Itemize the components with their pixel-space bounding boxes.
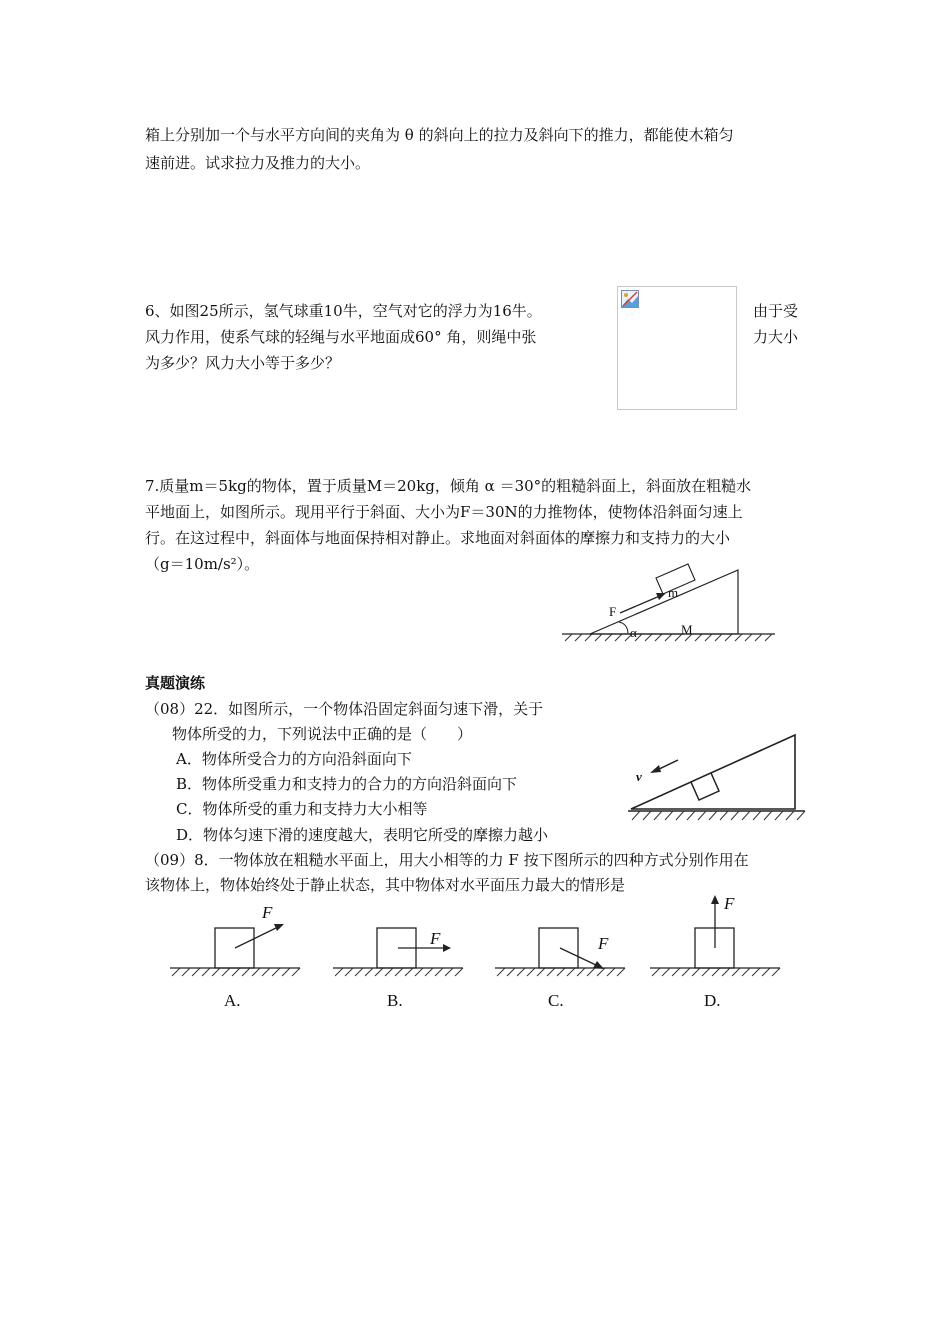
q09-caption-c: C. bbox=[548, 991, 564, 1010]
q7-label-M: M bbox=[681, 622, 693, 637]
q08-option-c: C．物体所受的重力和支持力大小相等 bbox=[176, 800, 428, 818]
q08-stem-2: 物体所受的力，下列说法中正确的是（ ） bbox=[172, 725, 473, 743]
q09-fig-c-force-label: F bbox=[598, 934, 609, 953]
q7-label-alpha: α bbox=[630, 625, 637, 640]
q09-fig-a-force-label: F bbox=[262, 903, 273, 922]
q09-stem-1: （09）8．一物体放在粗糙水平面上，用大小相等的力 F 按下图所示的四种方式分别作用在 bbox=[145, 851, 749, 869]
q09-fig-d-force-label: F bbox=[724, 894, 735, 913]
q7-line-2: 平地面上，如图所示。现用平行于斜面、大小为F＝30N的力推物体，使物体沿斜面匀速上 bbox=[145, 503, 743, 521]
q5-line-2: 速前进。试求拉力及推力的大小。 bbox=[145, 154, 371, 172]
q08-option-a: A．物体所受合力的方向沿斜面向下 bbox=[176, 750, 412, 768]
section-title: 真题演练 bbox=[145, 674, 206, 692]
q7-label-m: m bbox=[668, 585, 679, 600]
q6-line-1-right: 由于受 bbox=[753, 302, 799, 320]
q6-line-3: 为多少？风力大小等于多少？ bbox=[145, 354, 341, 372]
q7-line-1: 7.质量m＝5kg的物体，置于质量M＝20kg，倾角 α ＝30°的粗糙斜面上，斜面放在粗糙水 bbox=[145, 477, 752, 495]
q7-line-4: （g＝10m/s²）。 bbox=[145, 555, 260, 573]
q7-label-F: F bbox=[609, 604, 617, 619]
q09-fig-b-force-label: F bbox=[430, 929, 441, 948]
q5-line-1: 箱上分别加一个与水平方向间的夹角为 θ 的斜向上的拉力及斜向下的推力，都能使木箱匀 bbox=[145, 126, 734, 144]
q08-label-v: v bbox=[636, 769, 642, 784]
q08-option-b: B．物体所受重力和支持力的合力的方向沿斜面向下 bbox=[176, 775, 518, 793]
q6-line-2: 风力作用，使系气球的轻绳与水平地面成60° 角，则绳中张 bbox=[145, 328, 537, 346]
q7-line-3: 行。在这过程中，斜面体与地面保持相对静止。求地面对斜面体的摩擦力和支持力的大小 bbox=[145, 529, 731, 547]
q6-line-1: 6、如图25所示，氢气球重10牛，空气对它的浮力为16牛。 bbox=[145, 302, 542, 320]
q09-caption-b: B. bbox=[387, 991, 403, 1010]
q09-caption-a: A. bbox=[224, 991, 241, 1010]
q08-option-d: D．物体匀速下滑的速度越大，表明它所受的摩擦力越小 bbox=[176, 826, 549, 844]
q09-stem-2: 该物体上，物体始终处于静止状态，其中物体对水平面压力最大的情形是 bbox=[145, 876, 626, 894]
q08-stem-1: （08）22．如图所示，一个物体沿固定斜面匀速下滑，关于 bbox=[145, 700, 544, 718]
q09-caption-d: D. bbox=[704, 991, 721, 1010]
q6-line-2-right: 力大小 bbox=[753, 328, 799, 346]
